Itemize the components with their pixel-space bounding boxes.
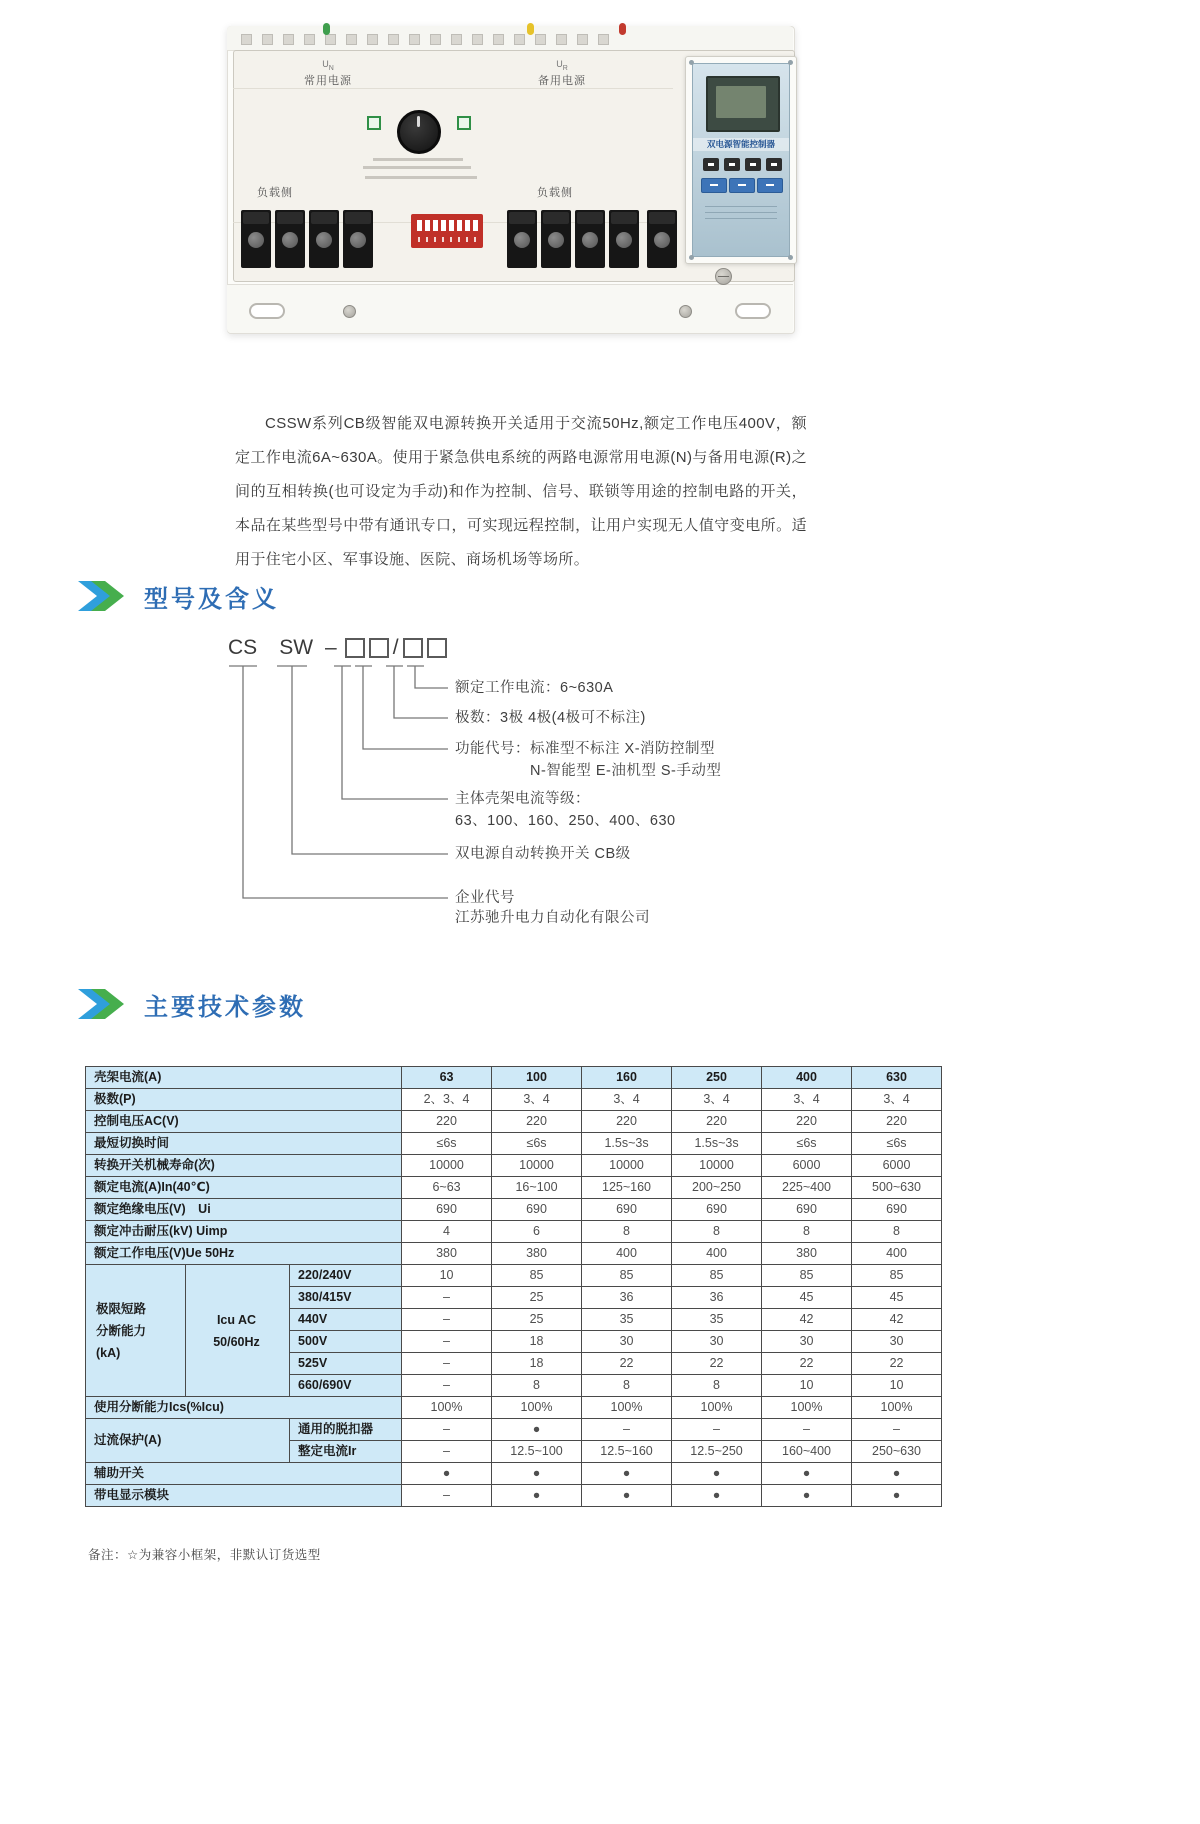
terminal-block (241, 210, 271, 268)
group-label-overcurrent: 过流保护(A) (86, 1419, 290, 1463)
mounting-slot (249, 303, 285, 319)
cell: – (852, 1419, 942, 1441)
cell: 630 (852, 1067, 942, 1089)
cell: 220 (582, 1111, 672, 1133)
terminal-block (343, 210, 373, 268)
cell: 1.5s~3s (672, 1133, 762, 1155)
controller-button (703, 158, 719, 171)
load-side-label-left: 负载侧 (257, 187, 293, 199)
row-label: 转换开关机械寿命(次) (86, 1155, 402, 1177)
model-label-frame-1: 主体壳架电流等级： (455, 791, 590, 807)
terminal-block (609, 210, 639, 268)
cell: 100 (492, 1067, 582, 1089)
cell: 8 (672, 1375, 762, 1397)
cell: 3、4 (672, 1089, 762, 1111)
cell: 220 (762, 1111, 852, 1133)
row-label: 660/690V (290, 1375, 402, 1397)
row-label: 使用分断能力Ics(%Icu) (86, 1397, 402, 1419)
cell: 400 (672, 1243, 762, 1265)
cell: ● (762, 1485, 852, 1507)
cell: 100% (492, 1397, 582, 1419)
cell: 36 (672, 1287, 762, 1309)
indicator-right (457, 116, 471, 130)
controller-button (745, 158, 761, 171)
row-label: 额定工作电压(V)Ue 50Hz (86, 1243, 402, 1265)
row-label: 380/415V (290, 1287, 402, 1309)
cell: – (582, 1419, 672, 1441)
cell: – (402, 1287, 492, 1309)
model-label-frame-2: 63、100、160、250、400、630 (455, 813, 676, 829)
cell: – (762, 1419, 852, 1441)
cell: 8 (852, 1221, 942, 1243)
cell: – (402, 1485, 492, 1507)
cell: 22 (852, 1353, 942, 1375)
cell: 8 (762, 1221, 852, 1243)
caption-bar (363, 166, 471, 169)
cell: 100% (762, 1397, 852, 1419)
cell: 85 (852, 1265, 942, 1287)
table-row (86, 1221, 942, 1243)
cell: 10000 (672, 1155, 762, 1177)
table-row (86, 1397, 942, 1419)
cell: ≤6s (492, 1133, 582, 1155)
cell: 42 (762, 1309, 852, 1331)
cell: ≤6s (402, 1133, 492, 1155)
cell: 42 (852, 1309, 942, 1331)
section-chevron-icon (76, 578, 124, 614)
rail-terminal (241, 34, 252, 45)
green-wire (323, 23, 330, 35)
rail-terminal (535, 34, 546, 45)
cell: 30 (852, 1331, 942, 1353)
red-wire (619, 23, 626, 35)
group-label-icu: Icu AC 50/60Hz (186, 1265, 290, 1397)
un-symbol: $U_N$ (322, 59, 334, 72)
table-row (86, 1419, 942, 1441)
cell: 35 (582, 1309, 672, 1331)
cell: 10000 (492, 1155, 582, 1177)
rail-terminal (598, 34, 609, 45)
row-label: 整定电流Ir (290, 1441, 402, 1463)
cell: 220 (402, 1111, 492, 1133)
cell: 85 (672, 1265, 762, 1287)
code-box (369, 638, 389, 658)
table-row (86, 1155, 942, 1177)
cell: 380 (762, 1243, 852, 1265)
terminal-block (541, 210, 571, 268)
table-row (86, 1089, 942, 1111)
controller-button (724, 158, 740, 171)
cell: 690 (762, 1199, 852, 1221)
cell: 10 (402, 1265, 492, 1287)
cell: 380 (492, 1243, 582, 1265)
cell: ● (492, 1485, 582, 1507)
controller-title: 双电源智能控制器 (693, 138, 789, 151)
cell: – (672, 1419, 762, 1441)
cell: 225~400 (762, 1177, 852, 1199)
table-row (86, 1485, 942, 1507)
row-label: 最短切换时间 (86, 1133, 402, 1155)
cell: ● (492, 1419, 582, 1441)
cell: ≤6s (852, 1133, 942, 1155)
cell: 25 (492, 1287, 582, 1309)
cell: ● (582, 1463, 672, 1485)
cell: 85 (582, 1265, 672, 1287)
cell: 10 (852, 1375, 942, 1397)
rail-terminal (262, 34, 273, 45)
model-code (228, 636, 449, 660)
cell: 10000 (582, 1155, 672, 1177)
cell: 10000 (402, 1155, 492, 1177)
cell: 12.5~100 (492, 1441, 582, 1463)
cell: 18 (492, 1353, 582, 1375)
knob-marker (417, 116, 420, 127)
cell: 690 (852, 1199, 942, 1221)
bottom-flange (227, 284, 793, 333)
cell: 3、4 (852, 1089, 942, 1111)
table-row (86, 1265, 942, 1287)
rail-terminal (367, 34, 378, 45)
table-row (86, 1463, 942, 1485)
code-box (427, 638, 447, 658)
top-terminal-rail (227, 26, 793, 51)
cell: ● (492, 1463, 582, 1485)
cell: 35 (672, 1309, 762, 1331)
rail-terminal (577, 34, 588, 45)
section-header-params (76, 986, 306, 1022)
rail-terminal (451, 34, 462, 45)
section-title-params: 主要技术参数 (144, 993, 306, 1021)
cell: – (402, 1419, 492, 1441)
cell: 220 (852, 1111, 942, 1133)
cell: 8 (672, 1221, 762, 1243)
controller-button (766, 158, 782, 171)
controller-button (701, 178, 727, 193)
rail-terminal (556, 34, 567, 45)
table-row (86, 1199, 942, 1221)
cell: 8 (492, 1375, 582, 1397)
load-side-label-right: 负载侧 (537, 187, 573, 199)
model-label-company-2: 江苏驰升电力自动化有限公司 (455, 910, 650, 926)
cell: 45 (852, 1287, 942, 1309)
cell: 30 (672, 1331, 762, 1353)
cell: – (402, 1309, 492, 1331)
ur-symbol: $U_R$ (556, 59, 568, 72)
row-label: 额定冲击耐压(kV) Uimp (86, 1221, 402, 1243)
cell: 12.5~250 (672, 1441, 762, 1463)
controller-panel (685, 56, 797, 264)
cell: 220 (492, 1111, 582, 1133)
footnote: 备注：☆为兼容小框架，非默认订货选型 (88, 1548, 321, 1562)
table-row (86, 1177, 942, 1199)
model-label-function-1: 功能代号：标准型不标注 X-消防控制型 (455, 741, 716, 757)
cell: 63 (402, 1067, 492, 1089)
code-box (345, 638, 365, 658)
cell: 400 (852, 1243, 942, 1265)
cell: 100% (852, 1397, 942, 1419)
rail-terminal (493, 34, 504, 45)
rail-terminal (346, 34, 357, 45)
cell: 690 (492, 1199, 582, 1221)
cell: 85 (492, 1265, 582, 1287)
rail-terminal (325, 34, 336, 45)
section-header-model (76, 578, 279, 614)
cell: 12.5~160 (582, 1441, 672, 1463)
cell: 10 (762, 1375, 852, 1397)
rail-terminal (388, 34, 399, 45)
controller-faceplate (692, 63, 790, 257)
cell: ● (672, 1463, 762, 1485)
code-dash: – (325, 636, 337, 659)
mounting-slot (735, 303, 771, 319)
cell: 16~100 (492, 1177, 582, 1199)
cell: ● (762, 1463, 852, 1485)
terminal-block (309, 210, 339, 268)
terminal-block (275, 210, 305, 268)
cell: 18 (492, 1331, 582, 1353)
cell: 500~630 (852, 1177, 942, 1199)
cell: ≤6s (762, 1133, 852, 1155)
tech-params-table (85, 1066, 942, 1507)
lcd-screen (716, 86, 766, 118)
cell: 400 (762, 1067, 852, 1089)
code-slash: / (392, 636, 399, 659)
row-label: 220/240V (290, 1265, 402, 1287)
model-label-company-1: 企业代号 (455, 890, 515, 906)
cell: – (402, 1375, 492, 1397)
cell: 25 (492, 1309, 582, 1331)
controller-button (729, 178, 755, 193)
cell: 3、4 (582, 1089, 672, 1111)
cell: 400 (582, 1243, 672, 1265)
cell: 160~400 (762, 1441, 852, 1463)
controller-button (757, 178, 783, 193)
row-label: 440V (290, 1309, 402, 1331)
model-label-rated-current: 额定工作电流：6~630A (455, 680, 614, 696)
cell: 45 (762, 1287, 852, 1309)
cell: 8 (582, 1221, 672, 1243)
cell: 2、3、4 (402, 1089, 492, 1111)
cell: 36 (582, 1287, 672, 1309)
row-label: 525V (290, 1353, 402, 1375)
table-row (86, 1133, 942, 1155)
rail-terminal (430, 34, 441, 45)
cell: ● (852, 1463, 942, 1485)
body-seam (233, 88, 673, 89)
table-row (86, 1111, 942, 1133)
cell: – (402, 1331, 492, 1353)
row-label: 辅助开关 (86, 1463, 402, 1485)
selector-knob (397, 110, 441, 154)
screw (343, 305, 356, 318)
cell: 85 (762, 1265, 852, 1287)
section-title-model: 型号及含义 (144, 585, 279, 613)
cell: 160 (582, 1067, 672, 1089)
intro-paragraph: CSSW系列CB级智能双电源转换开关适用于交流50Hz,额定工作电压400V，额定工作电流6A~630A。使用于紧急供电系统的两路电源常用电源(N)与备用电源(R)之间的互相转换(也可设定为手动)和作为控制、信号、联锁等用途的控制电路的开关，本品在某些型号中带有通讯专口，可实现远程控制，让用户实现无人值守变电所。适用于住宅小区、军事设施、医院、商场机场等场所。 (235, 415, 807, 568)
caption-bar (373, 158, 463, 161)
row-label: 极数(P) (86, 1089, 402, 1111)
cell: 250 (672, 1067, 762, 1089)
cell: 250~630 (852, 1441, 942, 1463)
cell: 690 (582, 1199, 672, 1221)
cell: 6~63 (402, 1177, 492, 1199)
dip-switch-block (411, 214, 483, 248)
cell: 100% (582, 1397, 672, 1419)
cell: 22 (582, 1353, 672, 1375)
cell: 30 (762, 1331, 852, 1353)
cell: 100% (672, 1397, 762, 1419)
power-label-normal: $U_N$ 常用电源 (273, 58, 383, 87)
cell: ● (672, 1485, 762, 1507)
rail-terminal (472, 34, 483, 45)
row-label: 控制电压AC(V) (86, 1111, 402, 1133)
terminal-block (507, 210, 537, 268)
screw (715, 268, 732, 285)
cell: 380 (402, 1243, 492, 1265)
row-label: 额定电流(A)In(40℃) (86, 1177, 402, 1199)
rail-terminal (304, 34, 315, 45)
row-label: 壳架电流(A) (86, 1067, 402, 1089)
group-label-breaking: 极限短路 分断能力 (kA) (86, 1265, 186, 1397)
model-label-poles: 极数：3极 4极(4极可不标注) (455, 710, 646, 726)
rail-terminal (283, 34, 294, 45)
row-label: 额定绝缘电压(V) Ui (86, 1199, 402, 1221)
cell: 4 (402, 1221, 492, 1243)
yellow-wire (527, 23, 534, 35)
model-label-function-2: N-智能型 E-油机型 S-手动型 (530, 763, 722, 779)
cell: 220 (672, 1111, 762, 1133)
cell: 8 (582, 1375, 672, 1397)
cell: 690 (672, 1199, 762, 1221)
cell: ● (852, 1485, 942, 1507)
cell: ● (582, 1485, 672, 1507)
cell: 6000 (762, 1155, 852, 1177)
cell: 22 (672, 1353, 762, 1375)
cell: 6 (492, 1221, 582, 1243)
code-sw: SW (279, 636, 314, 659)
model-label-cb: 双电源自动转换开关 CB级 (455, 846, 631, 862)
warning-bar (365, 176, 477, 179)
row-label: 通用的脱扣器 (290, 1419, 402, 1441)
terminal-block (647, 210, 677, 268)
cell: 6000 (852, 1155, 942, 1177)
cell: 200~250 (672, 1177, 762, 1199)
table-row (86, 1243, 942, 1265)
cell: 30 (582, 1331, 672, 1353)
cell: 3、4 (492, 1089, 582, 1111)
row-label: 带电显示模块 (86, 1485, 402, 1507)
model-diagram-lines (0, 630, 960, 930)
section-chevron-icon (76, 986, 124, 1022)
table-row (86, 1067, 942, 1089)
rail-terminal (409, 34, 420, 45)
cell: 1.5s~3s (582, 1133, 672, 1155)
cell: – (402, 1353, 492, 1375)
code-cs: CS (228, 636, 258, 659)
cell: 22 (762, 1353, 852, 1375)
cell: ● (402, 1463, 492, 1485)
cell: 3、4 (762, 1089, 852, 1111)
power-label-backup: $U_R$ 备用电源 (507, 58, 617, 87)
product-photo (215, 22, 805, 357)
indicator-left (367, 116, 381, 130)
cell: – (402, 1441, 492, 1463)
screw (679, 305, 692, 318)
cell: 690 (402, 1199, 492, 1221)
rail-terminal (514, 34, 525, 45)
code-box (403, 638, 423, 658)
cell: 125~160 (582, 1177, 672, 1199)
controller-lcd (706, 76, 780, 132)
terminal-block (575, 210, 605, 268)
cell: 100% (402, 1397, 492, 1419)
row-label: 500V (290, 1331, 402, 1353)
